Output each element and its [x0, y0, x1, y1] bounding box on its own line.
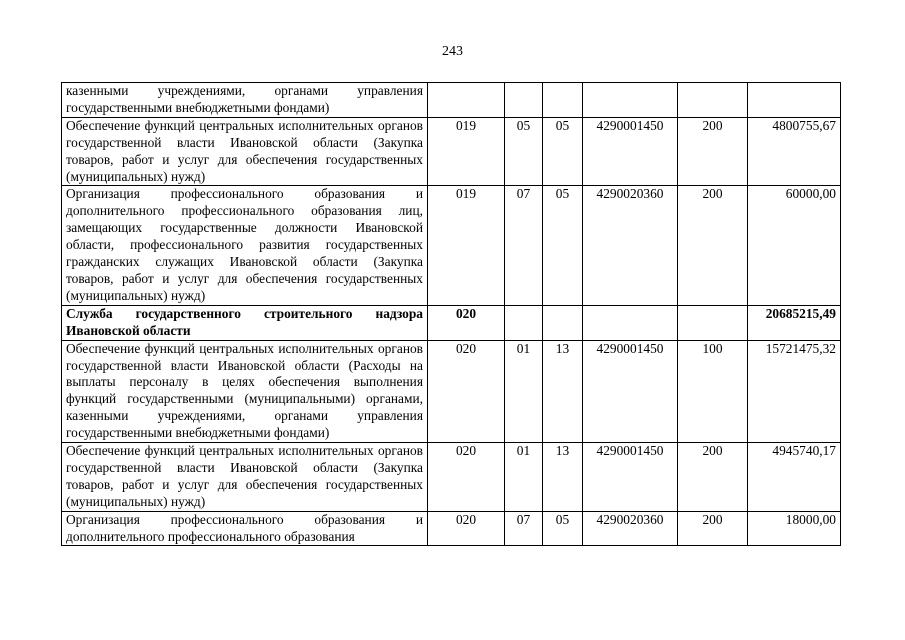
amount-cell: 4945740,17: [748, 443, 841, 512]
section-code-cell: 01: [505, 443, 543, 512]
subsection-code-cell: 13: [543, 340, 583, 442]
subsection-code-cell: [543, 83, 583, 118]
table-row: [62, 511, 841, 546]
expense-type-cell: 200: [678, 186, 748, 305]
section-code-cell: 05: [505, 117, 543, 186]
amount-cell: 4800755,67: [748, 117, 841, 186]
target-article-cell: 4290001450: [583, 340, 678, 442]
table-row: [62, 443, 841, 512]
item-name-cell: Обеспечение функций центральных исполнительных органов государственной власти Ивановской области (Закупка товаров, работ и услуг для обеспечения государственных (муниципальных) нужд): [62, 117, 428, 186]
item-name-cell: Организация профессионального образования и дополнительного профессионального образования лиц, замещающих государственные должности Ивановской области, профессионального развития государственных гражданских служащих Ивановской области (Закупка товаров, работ и услуг для обеспечения государственных (муниципальных) нужд): [62, 186, 428, 305]
expense-type-cell: [678, 305, 748, 340]
amount-cell: 20685215,49: [748, 305, 841, 340]
item-name-cell: казенными учреждениями, органами управления государственными внебюджетными фондами): [62, 83, 428, 118]
subsection-code-cell: [543, 305, 583, 340]
budget-table: [61, 82, 841, 546]
target-article-cell: 4290020360: [583, 511, 678, 546]
target-article-cell: [583, 305, 678, 340]
page-number: 243: [442, 44, 463, 59]
subsection-code-cell: 13: [543, 443, 583, 512]
target-article-cell: 4290001450: [583, 443, 678, 512]
section-code-cell: 01: [505, 340, 543, 442]
amount-cell: 18000,00: [748, 511, 841, 546]
expense-type-cell: [678, 83, 748, 118]
subsection-code-cell: 05: [543, 117, 583, 186]
amount-cell: 60000,00: [748, 186, 841, 305]
target-article-cell: [583, 83, 678, 118]
item-name-cell: Служба государственного строительного надзора Ивановской области: [62, 305, 428, 340]
budget-table-body: [62, 83, 841, 546]
ministry-code-cell: 019: [428, 117, 505, 186]
ministry-code-cell: 019: [428, 186, 505, 305]
amount-cell: 15721475,32: [748, 340, 841, 442]
target-article-cell: 4290001450: [583, 117, 678, 186]
section-code-cell: 07: [505, 186, 543, 305]
table-row: [62, 305, 841, 340]
amount-cell: [748, 83, 841, 118]
item-name-cell: Обеспечение функций центральных исполнительных органов государственной власти Ивановской области (Расходы на выплаты персоналу в целях обеспечения выполнения функций государственными (муниципальными) органами, казенными учреждениями, органами управления государственными внебюджетными фондами): [62, 340, 428, 442]
expense-type-cell: 200: [678, 443, 748, 512]
ministry-code-cell: 020: [428, 305, 505, 340]
ministry-code-cell: 020: [428, 340, 505, 442]
subsection-code-cell: 05: [543, 511, 583, 546]
ministry-code-cell: 020: [428, 443, 505, 512]
section-code-cell: [505, 83, 543, 118]
section-code-cell: [505, 305, 543, 340]
expense-type-cell: 200: [678, 117, 748, 186]
target-article-cell: 4290020360: [583, 186, 678, 305]
subsection-code-cell: 05: [543, 186, 583, 305]
expense-type-cell: 200: [678, 511, 748, 546]
table-row: [62, 186, 841, 305]
table-row: [62, 340, 841, 442]
table-row: [62, 117, 841, 186]
expense-type-cell: 100: [678, 340, 748, 442]
section-code-cell: 07: [505, 511, 543, 546]
item-name-cell: Организация профессионального образования и дополнительного профессионального образования: [62, 511, 428, 546]
item-name-cell: Обеспечение функций центральных исполнительных органов государственной власти Ивановской области (Закупка товаров, работ и услуг для обеспечения государственных (муниципальных) нужд): [62, 443, 428, 512]
ministry-code-cell: [428, 83, 505, 118]
ministry-code-cell: 020: [428, 511, 505, 546]
table-row: [62, 83, 841, 118]
